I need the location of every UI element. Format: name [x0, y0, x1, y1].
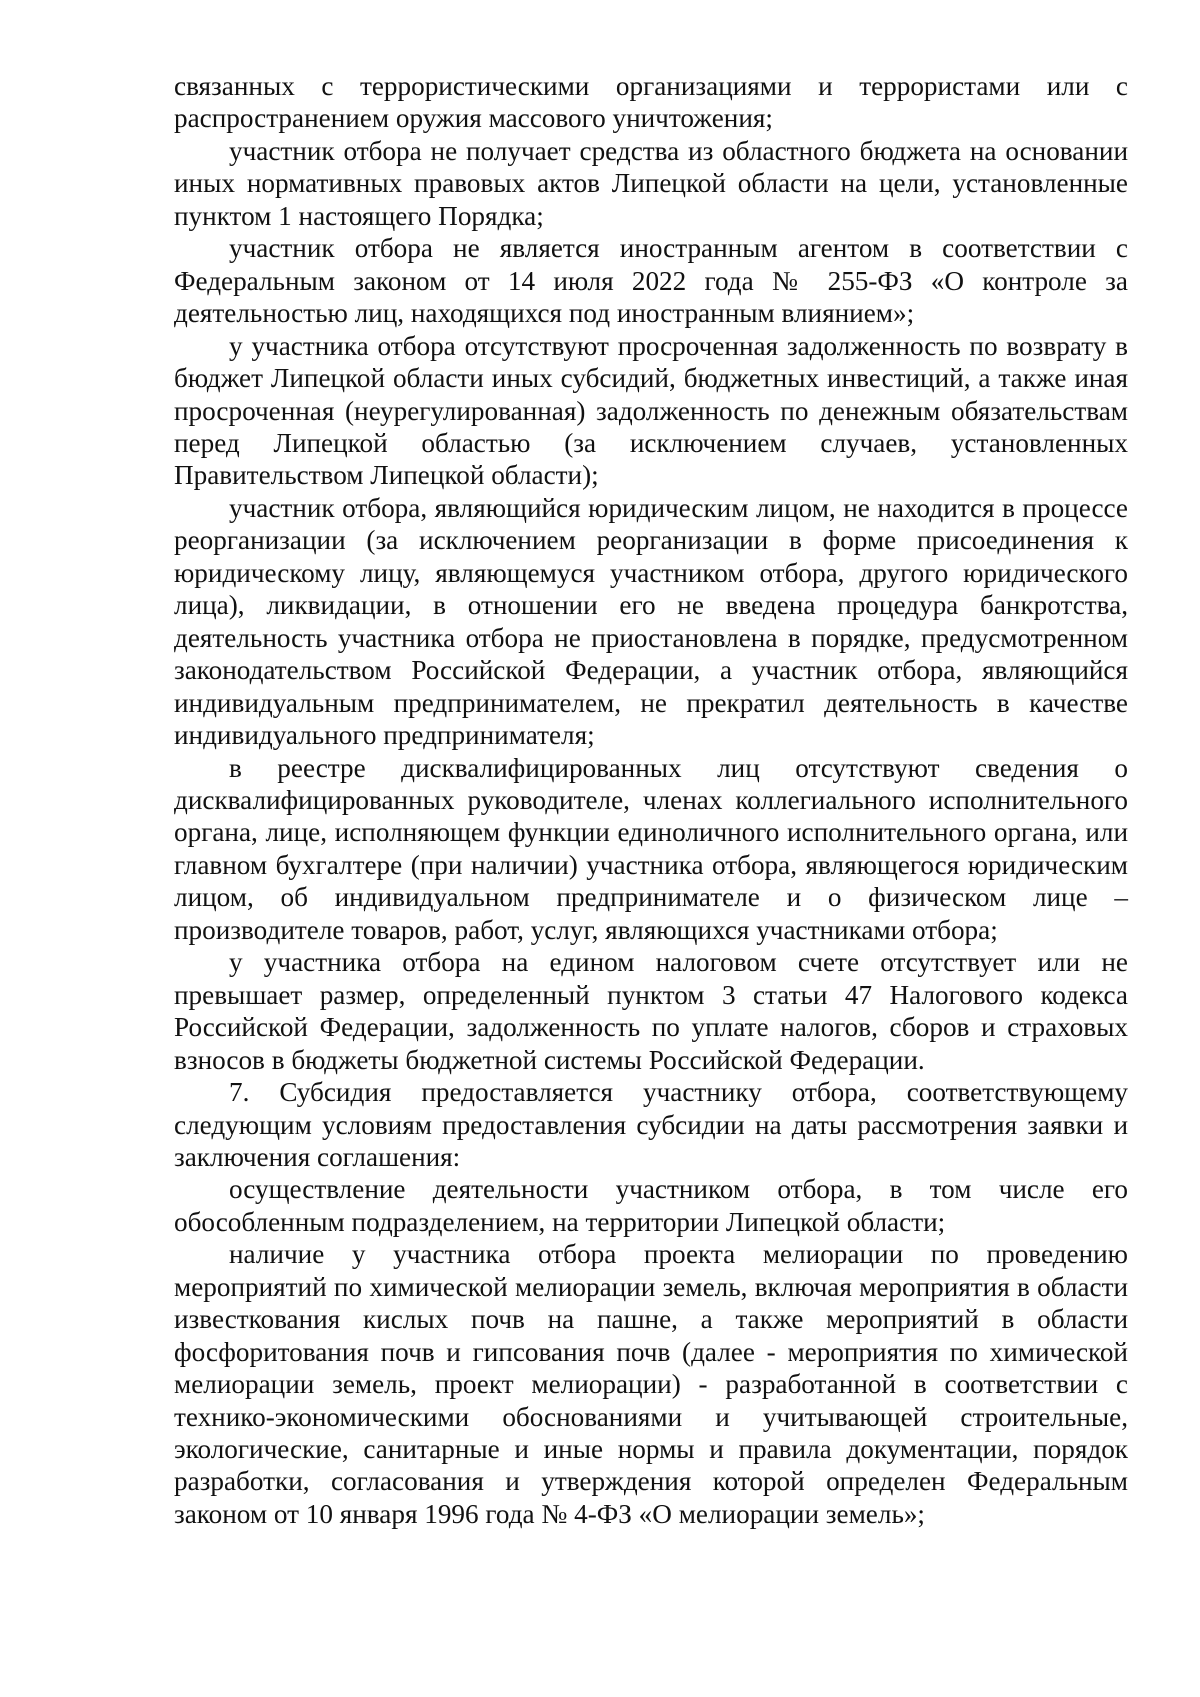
paragraph-disqualified-registry: в реестре дисквалифицированных лиц отсутствуют сведения о дисквалифицированных руководителе, членах коллегиального исполнительного органа, лице, исполняющем функции единоличного исполнительного органа, или главном бухгалтере (при наличии) участника отбора, являющегося юридическим лицом, об индивидуальном предпринимателе и о физическом лице – производителе товаров, работ, услуг, являющихся участниками отбора;	[174, 752, 1128, 945]
paragraph-activity-territory: осуществление деятельности участником отбора, в том числе его обособленным подразделением, на территории Липецкой области;	[174, 1174, 1128, 1237]
paragraph-continuation: связанных с террористическими организациями и террористами или с распространением оружия массового уничтожения;	[174, 71, 1128, 134]
paragraph-no-reorganization: участник отбора, являющийся юридическим лицом, не находится в процессе реорганизации (за исключением реорганизации в форме присоединения к юридическому лицу, являющемуся участником отбора, другого юридического лица), ликвидации, в отношении его не введена процедура банкротства, деятельность участника отбора не приостановлена в порядке, предусмотренном законодательством Российской Федерации, а участник отбора, являющийся индивидуальным предпринимателем, не прекратил деятельность в качестве индивидуального предпринимателя;	[174, 492, 1128, 751]
document-body	[174, 70, 1128, 1530]
paragraph-melioration-project: наличие у участника отбора проекта мелиорации по проведению мероприятий по химической мелиорации земель, включая мероприятия в области известкования кислых почв на пашне, а также мероприятий в области фосфоритования почв и гипсования почв (далее - мероприятия по химической мелиорации земель, проект мелиорации) - разработанной в соответствии с технико-экономическими обоснованиями и учитывающей строительные, экологические, санитарные и иные нормы и правила документации, порядок разработки, согласования и утверждения которой определен Федеральным законом от 10 января 1996 года № 4-ФЗ «О мелиорации земель»;	[174, 1239, 1128, 1529]
paragraph-section-7: 7. Субсидия предоставляется участнику отбора, соответствующему следующим условиям предоставления субсидии на даты рассмотрения заявки и заключения соглашения:	[174, 1077, 1128, 1172]
paragraph-tax-account: у участника отбора на едином налоговом счете отсутствует или не превышает размер, определенный пунктом 3 статьи 47 Налогового кодекса Российской Федерации, задолженность по уплате налогов, сборов и страховых взносов в бюджеты бюджетной системы Российской Федерации.	[174, 947, 1128, 1075]
paragraph-no-budget-funds: участник отбора не получает средства из областного бюджета на основании иных нормативных правовых актов Липецкой области на цели, установленные пунктом 1 настоящего Порядка;	[174, 135, 1128, 231]
paragraph-no-overdue-debt: у участника отбора отсутствуют просроченная задолженность по возврату в бюджет Липецкой области иных субсидий, бюджетных инвестиций, а также иная просроченная (неурегулированная) задолженность по денежным обязательствам перед Липецкой областью (за исключением случаев, установленных Правительством Липецкой области);	[174, 330, 1128, 491]
paragraph-not-foreign-agent: участник отбора не является иностранным агентом в соответствии с Федеральным законом от 14 июля 2022 года № 255-ФЗ «О контроле за деятельностью лиц, находящихся под иностранным влиянием»;	[174, 233, 1128, 329]
